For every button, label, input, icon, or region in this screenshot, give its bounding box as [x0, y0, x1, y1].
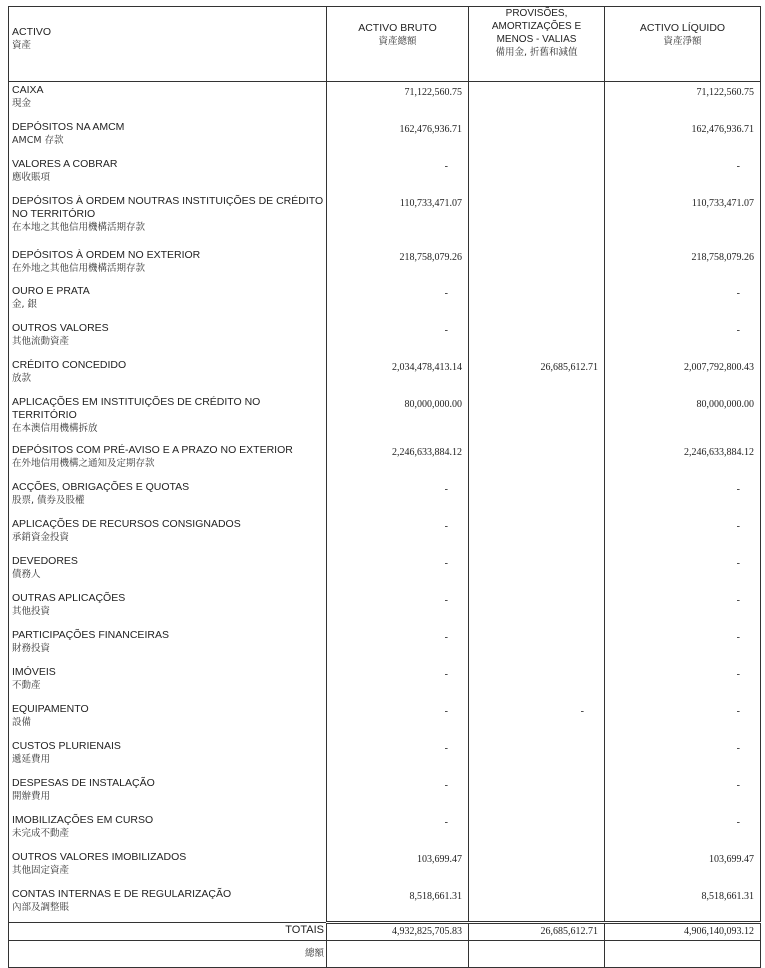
row-label: [9, 516, 327, 553]
row-label: [9, 627, 327, 664]
totals-row: [9, 923, 761, 941]
row-label-zh: 設備: [12, 716, 32, 728]
row-provisoes: [469, 590, 605, 627]
row-label-pt: CAIXA: [12, 84, 44, 96]
row-label-zh: 在本地之其他信用機構活期存款: [12, 221, 146, 233]
totals-row-zh: [9, 941, 761, 968]
row-label: [9, 283, 327, 320]
row-label: [9, 119, 327, 156]
row-activo-bruto: -: [327, 516, 469, 553]
row-label-zh: 其他投資: [12, 605, 51, 617]
row-provisoes: [469, 516, 605, 553]
row-activo-liquido: -: [605, 516, 761, 553]
totals-blank-liquido: [605, 941, 761, 968]
totals-provisoes: 26,685,612.71: [469, 923, 605, 941]
header-prov-pt2: AMORTIZAÇÕES E: [491, 21, 582, 32]
row-activo-liquido: 2,007,792,800.43: [605, 357, 761, 394]
row-label-pt: DEPÓSITOS COM PRÉ-AVISO E A PRAZO NO EXTERIOR: [12, 443, 293, 456]
row-label-zh: 放款: [12, 372, 32, 384]
row-provisoes: [469, 283, 605, 320]
row-provisoes: [469, 442, 605, 479]
row-activo-bruto: -: [327, 775, 469, 812]
row-label-zh: 內部及調整賬: [12, 901, 70, 913]
row-label-zh: 在本澳信用機構拆放: [12, 422, 98, 434]
header-activo-bruto: [327, 7, 469, 82]
header-prov-pt3: MENOS - VALIAS: [496, 34, 577, 45]
row-activo-liquido: 110,733,471.07: [605, 193, 761, 247]
totals-bruto: 4,932,825,705.83: [327, 923, 469, 941]
table-row: [9, 553, 761, 590]
row-activo-bruto: -: [327, 812, 469, 849]
row-provisoes: 26,685,612.71: [469, 357, 605, 394]
row-activo-bruto: -: [327, 553, 469, 590]
header-bruto-zh: 資產總額: [378, 36, 417, 47]
row-label-zh: 財務投資: [12, 642, 51, 654]
table-row: [9, 479, 761, 516]
row-provisoes: [469, 775, 605, 812]
row-label-pt: DEPÓSITOS À ORDEM NO EXTERIOR: [12, 248, 201, 261]
row-activo-liquido: -: [605, 664, 761, 701]
totals-blank-bruto: [327, 941, 469, 968]
table-row: [9, 82, 761, 119]
row-activo-liquido: -: [605, 775, 761, 812]
table-row: [9, 849, 761, 886]
row-activo-liquido: 8,518,661.31: [605, 886, 761, 923]
row-label-pt: OUTROS VALORES: [12, 321, 109, 334]
row-label-pt: EQUIPAMENTO: [12, 702, 89, 715]
row-activo-bruto: -: [327, 479, 469, 516]
header-provisoes: [469, 7, 605, 82]
row-label-pt: OURO E PRATA: [12, 284, 90, 297]
row-label-zh: 遞延費用: [12, 753, 51, 765]
table-row: [9, 812, 761, 849]
row-label-zh: 其他流動資產: [12, 335, 70, 347]
row-label-pt: DESPESAS DE INSTALAÇÃO: [12, 776, 155, 789]
row-label-pt: CONTAS INTERNAS E DE REGULARIZAÇÃO: [12, 887, 232, 900]
row-activo-bruto: 71,122,560.75: [327, 82, 469, 119]
table-row: [9, 357, 761, 394]
row-activo-bruto: -: [327, 283, 469, 320]
table-row: [9, 247, 761, 283]
totals-label: TOTAIS: [9, 923, 327, 941]
table-row: [9, 283, 761, 320]
row-label: [9, 812, 327, 849]
row-activo-bruto: 218,758,079.26: [327, 247, 469, 283]
totals-blank-provisoes: [469, 941, 605, 968]
row-activo-liquido: -: [605, 701, 761, 738]
row-provisoes: [469, 479, 605, 516]
row-label-zh: 應收賬項: [12, 171, 51, 183]
row-label-zh: AMCM 存款: [12, 134, 64, 146]
row-activo-bruto: 103,699.47: [327, 849, 469, 886]
row-label-pt: ACÇÕES, OBRIGAÇÕES E QUOTAS: [12, 480, 190, 493]
row-activo-bruto: 80,000,000.00: [327, 394, 469, 442]
row-label-zh: 其他固定資產: [12, 864, 70, 876]
row-provisoes: [469, 812, 605, 849]
row-activo-bruto: -: [327, 320, 469, 357]
row-label: [9, 247, 327, 283]
row-activo-liquido: -: [605, 320, 761, 357]
row-activo-bruto: 2,246,633,884.12: [327, 442, 469, 479]
table-row: [9, 156, 761, 193]
row-provisoes: [469, 664, 605, 701]
row-label: [9, 775, 327, 812]
row-label-zh: 未完成不動產: [12, 827, 70, 839]
row-activo-liquido: 218,758,079.26: [605, 247, 761, 283]
row-label-zh: 在外地信用機構之通知及定期存款: [12, 457, 155, 469]
row-activo-bruto: 110,733,471.07: [327, 193, 469, 247]
row-label: [9, 320, 327, 357]
header-prov-zh: 備用金, 折舊和減值: [495, 47, 578, 58]
row-label-pt: CRÉDITO CONCEDIDO: [12, 358, 127, 371]
row-activo-liquido: -: [605, 156, 761, 193]
row-activo-liquido: -: [605, 590, 761, 627]
header-liquido-pt: ACTIVO LÍQUIDO: [639, 22, 726, 34]
row-label: [9, 479, 327, 516]
row-activo-liquido: -: [605, 553, 761, 590]
row-label-zh: 不動產: [12, 679, 41, 691]
table-row: [9, 590, 761, 627]
totals-liquido: 4,906,140,093.12: [605, 923, 761, 941]
row-provisoes: -: [469, 701, 605, 738]
row-label: [9, 357, 327, 394]
row-activo-bruto: 2,034,478,413.14: [327, 357, 469, 394]
row-activo-liquido: 71,122,560.75: [605, 82, 761, 119]
row-label: [9, 394, 327, 442]
row-label-zh: 現金: [12, 98, 32, 109]
row-label: [9, 849, 327, 886]
table-row: [9, 775, 761, 812]
totals-label-zh: 總額: [9, 941, 327, 968]
header-activo-pt: ACTIVO: [12, 26, 52, 38]
header-prov-pt1: PROVISÕES,: [505, 8, 568, 19]
row-activo-bruto: -: [327, 738, 469, 775]
row-activo-bruto: -: [327, 627, 469, 664]
row-label: [9, 156, 327, 193]
row-activo-bruto: -: [327, 156, 469, 193]
row-label-zh: 債務人: [12, 568, 41, 580]
table-row: [9, 119, 761, 156]
row-provisoes: [469, 320, 605, 357]
row-provisoes: [469, 886, 605, 923]
table-row: [9, 516, 761, 553]
table-body: [9, 82, 761, 923]
row-provisoes: [469, 738, 605, 775]
row-activo-bruto: -: [327, 701, 469, 738]
row-activo-bruto: -: [327, 590, 469, 627]
header-bruto-pt: ACTIVO BRUTO: [358, 22, 437, 34]
row-activo-liquido: -: [605, 479, 761, 516]
row-label-pt: APLICAÇÕES EM INSTITUIÇÕES DE CRÉDITO NO TERRITÓRIO: [12, 395, 261, 421]
row-provisoes: [469, 119, 605, 156]
balance-sheet: [8, 6, 760, 959]
row-label-zh: 開辦費用: [12, 790, 51, 802]
header-activo: [9, 7, 327, 82]
table-row: [9, 664, 761, 701]
row-provisoes: [469, 553, 605, 590]
header-activo-liquido: [605, 7, 761, 82]
table-header: [9, 7, 761, 82]
table-row: [9, 701, 761, 738]
assets-table: [8, 6, 761, 968]
row-activo-liquido: 80,000,000.00: [605, 394, 761, 442]
row-activo-bruto: 8,518,661.31: [327, 886, 469, 923]
row-label-pt: DEVEDORES: [12, 554, 78, 567]
row-provisoes: [469, 82, 605, 119]
row-label-zh: 股票, 債券及股權: [12, 494, 85, 506]
row-label-pt: APLICAÇÕES DE RECURSOS CONSIGNADOS: [12, 517, 241, 530]
row-label: [9, 664, 327, 701]
row-label: [9, 442, 327, 479]
row-provisoes: [469, 156, 605, 193]
row-label: [9, 738, 327, 775]
row-activo-liquido: 103,699.47: [605, 849, 761, 886]
row-label: [9, 82, 327, 119]
row-label-pt: CUSTOS PLURIENAIS: [12, 739, 121, 752]
table-row: [9, 738, 761, 775]
row-activo-liquido: -: [605, 283, 761, 320]
header-activo-zh: 資產: [12, 40, 32, 51]
row-label-pt: IMÓVEIS: [12, 665, 56, 678]
row-label: [9, 886, 327, 923]
header-liquido-zh: 資產淨額: [663, 36, 702, 47]
row-label-pt: DEPÓSITOS NA AMCM: [12, 120, 125, 133]
row-activo-liquido: -: [605, 738, 761, 775]
row-provisoes: [469, 247, 605, 283]
row-label: [9, 590, 327, 627]
row-activo-liquido: -: [605, 812, 761, 849]
row-provisoes: [469, 193, 605, 247]
table-row: [9, 394, 761, 442]
row-label: [9, 193, 327, 247]
row-activo-bruto: -: [327, 664, 469, 701]
row-label-zh: 金, 銀: [12, 298, 38, 310]
table-row: [9, 886, 761, 923]
row-activo-liquido: 2,246,633,884.12: [605, 442, 761, 479]
row-activo-liquido: -: [605, 627, 761, 664]
row-activo-bruto: 162,476,936.71: [327, 119, 469, 156]
row-label-pt: DEPÓSITOS À ORDEM NOUTRAS INSTITUIÇÕES DE CRÉDITO NO TERRITÓRIO: [12, 194, 324, 220]
table-row: [9, 320, 761, 357]
row-label-pt: VALORES A COBRAR: [12, 157, 118, 170]
table-row: [9, 442, 761, 479]
row-label: [9, 701, 327, 738]
row-provisoes: [469, 394, 605, 442]
row-label-pt: IMOBILIZAÇÕES EM CURSO: [12, 813, 154, 826]
row-label-zh: 承銷資金投資: [12, 531, 70, 543]
table-row: [9, 627, 761, 664]
row-provisoes: [469, 627, 605, 664]
row-label-pt: OUTRAS APLICAÇÕES: [12, 591, 126, 604]
row-activo-liquido: 162,476,936.71: [605, 119, 761, 156]
row-label: [9, 553, 327, 590]
row-label-pt: PARTICIPAÇÕES FINANCEIRAS: [12, 628, 169, 641]
row-label-zh: 在外地之其他信用機構活期存款: [12, 262, 146, 274]
row-label-pt: OUTROS VALORES IMOBILIZADOS: [12, 850, 187, 863]
table-row: [9, 193, 761, 247]
row-provisoes: [469, 849, 605, 886]
